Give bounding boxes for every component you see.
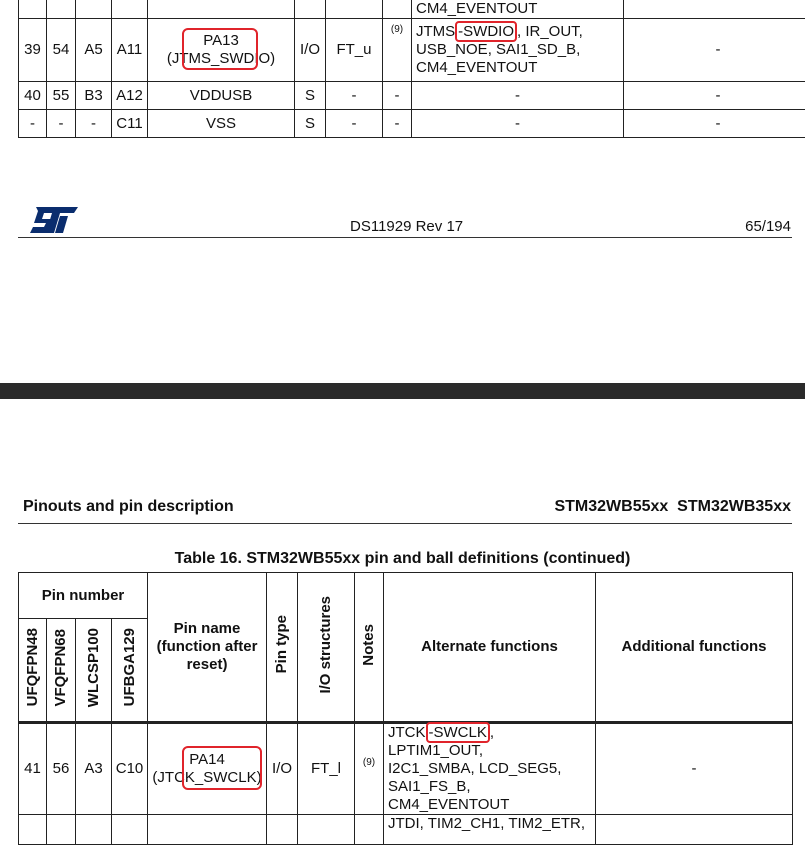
table-row: 39 54 A5 A11 PA13 (JTMS_SWDIO) I/O FT_u $^{(9)}$ JTMS -SWDIO , IR_OUT, USB_NOE, SAI1_SD_B, CM4_EVENTOUT - — [19, 19, 805, 82]
alt-functions-cell: JTMS -SWDIO , IR_OUT, USB_NOE, SAI1_SD_B, CM4_EVENTOUT — [412, 19, 624, 82]
section-header-left: Pinouts and pin description — [23, 498, 234, 516]
alt-functions-cell: JTDI, TIM2_CH1, TIM2_ETR, — [384, 815, 596, 845]
footer-divider — [18, 237, 792, 238]
table-header-row — [19, 573, 793, 619]
alt-highlight-box: -SWDIO — [455, 21, 517, 42]
footer-doc-id: DS11929 Rev 17 — [350, 218, 463, 235]
header-divider — [18, 523, 792, 524]
st-logo-icon — [30, 207, 78, 233]
alternate-functions-header: Alternate functions — [384, 573, 596, 723]
footer-page-number: 65/194 — [745, 218, 791, 235]
st-logo — [30, 207, 78, 233]
section-header-right: STM32WB55xx STM32WB35xx — [554, 498, 791, 516]
additional-functions-header: Additional functions — [596, 573, 793, 723]
pin-type-header: Pin type — [273, 615, 291, 673]
pkg-header: UFQFPN48 — [24, 628, 42, 706]
pkg-header: UFBGA129 — [121, 628, 139, 706]
pin-name-cell: PA14 (JTCK_SWCLK) — [148, 723, 267, 815]
table-title: Table 16. STM32WB55xx pin and ball definitions (continued) — [0, 550, 805, 568]
notes-header: Notes — [360, 624, 378, 666]
pkg-header: WLCSP100 — [85, 628, 103, 707]
table-row: 40 55 B3 A12 VDDUSB S - - - - — [19, 82, 805, 110]
alt-highlight-box: -SWCLK — [426, 722, 490, 743]
pin-name-highlight-box — [182, 28, 258, 70]
pkg-header: VFQFPN68 — [52, 629, 70, 707]
table-row: - - - C11 VSS S - - - - — [19, 110, 805, 138]
table-row — [19, 815, 793, 845]
io-structures-header: I/O structures — [317, 596, 335, 694]
pin-name-cell: PA13 (JTMS_SWDIO) — [148, 19, 295, 82]
pin-name-header: Pin name (function after reset) — [148, 573, 267, 723]
pin-name-highlight-box — [182, 746, 262, 790]
page-separator — [0, 383, 805, 399]
pin-table-top — [18, 0, 805, 138]
pin-table — [18, 572, 793, 845]
table-row — [19, 0, 805, 19]
table-row: 41 56 A3 C10 PA14 (JTCK_SWCLK) I/O FT_l $^{(9)}$ JTCK -SWCLK , LPTIM1_OUT, I2C1_SMBA, LCD_SEG5, SAI1_FS_B, CM4_EVENTOUT - — [19, 723, 793, 815]
pin-number-header: Pin number — [19, 573, 148, 619]
alt-functions-cell: JTCK -SWCLK , LPTIM1_OUT, I2C1_SMBA, LCD_SEG5, SAI1_FS_B, CM4_EVENTOUT — [384, 723, 596, 815]
alt-functions-cell: CM4_EVENTOUT — [412, 0, 624, 19]
